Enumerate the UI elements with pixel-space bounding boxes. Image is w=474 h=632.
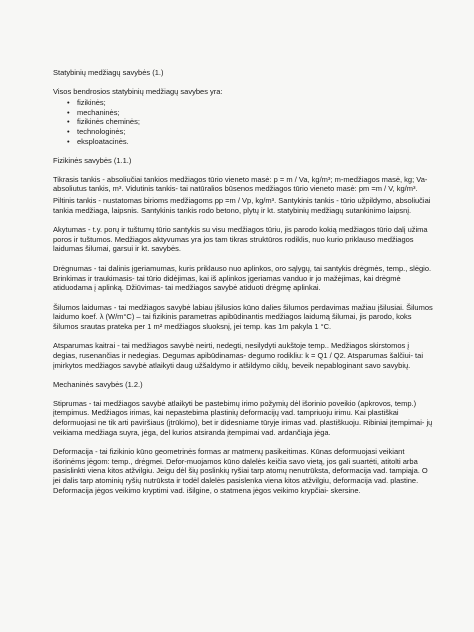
paragraph-moisture: Drėgnumas - tai dalinis įgeriamumas, kuris priklauso nuo aplinkos, oro sąlygų, tai santykis drėgmės, temp., slėgio. Brinkimas ir traukimasis- tai tūrio didėjimas, kai iš aplinkos įgeriamas vanduo ir jo mažėjimas, kai drėgmė atiduodama į aplinką. Džiūvimas- tai medžiagos savybė atiduoti drėgmę aplinkai. bbox=[53, 263, 432, 293]
paragraph-deformation: Deformacija - tai fizikinio kūno geometrinės formas ar matmenų pasikeitimas. Kūnas deformuojasi veikiant išorinėms jėgom: temp., drėgmei. Defor-muojamos kūno dalelės keičia savo vietą, jos gali suartėti, atitolti arba pasislinkti viena kitos atžvilgiu. Jeigu dėl šių poslinkių ryšiai tarp atomų nenutrūksta, deformacija vad. tampiąja. O jei dalis tarp atominių ryšių nutrūksta ir todėl dalelės pasislenka viena kitos atžvilgiu, deformacija vad. plastine. Deformacija jėgos veikimo kryptimi vad. išilgine, o statmena jėgos veikimo krypčiai- skersine. bbox=[53, 447, 428, 495]
list-item: • mechaninės; bbox=[69, 108, 434, 118]
intro-text: Visos bendrosios statybinių medžiagų savybes yra: bbox=[53, 86, 223, 96]
list-item: • fizikinės; bbox=[69, 98, 434, 108]
paragraph-thermal: Šilumos laidumas - tai medžiagos savybė labiau įšilusios kūno dalies šilumos perdavimas mažiau įšilusiai. Šilumos laidumo koef. λ (W/m°C) – tai fizikinis parametras apibūdinantis medžiagos laidumą šilumai, jis parodo, koks šilumos srautas prateka per 1 m² medžiagos sluoksnį, jei temp. kas 1m pakyla 1 °C. bbox=[53, 302, 433, 331]
paragraph-bulk-density: Piltinis tankis - nustatomas birioms medžiagoms pp =m / Vp, kg/m³. Santykinis tankis - tūrio užpildymo, absoliučiai tankia medžiaga, laipsnis. Santykinis tankis rodo betono, plytų ir kt. statybinių medžiagų sutankinimo laipsnį. bbox=[53, 195, 431, 215]
section-heading-1: Statybinių medžiagų savybės (1.) bbox=[53, 68, 164, 77]
paragraph-fire-resistance: Atsparumas kaitrai - tai medžiagos savybė neirti, nedegti, nesilydyti aukštoje temp.. Medžiagos skirstomos į degias, rusenančias ir nedegias. Degumas apibūdinamas- degumo rodikliu: k = Q1 / Q2. Atsparumas šalčiui- tai įmirkytos medžiagos savybė atlaikyti daug užšaldymo ir atšildymo ciklų, beveik nepabloginant savo savybių. bbox=[53, 341, 423, 370]
properties-list bbox=[53, 98, 434, 146]
paragraph-strength: Stiprumas - tai medžiagos savybė atlaikyti be pastebimų irimo požymių dėl išorinio poveikio (apkrovos, temp.) įtempimus. Medžiagos irimas, kai nepastebima plastinių deformacijų vad. tampriuoju irimu. Kai plastiškai deformuojasi ne tik arti paviršiaus (įtrūkimo), bet ir didesniame tūryje irimas vad. plastiškuoju. Ribiniai įtempimai- jų veikiama medžiaga suyra, jėga, del kurios atsiranda įtempimai vad. ardančiąja jėga. bbox=[53, 398, 433, 437]
list-item: • technologinės; bbox=[69, 127, 434, 137]
section-heading-1-2: Mechaninės savybės (1.2.) bbox=[53, 380, 143, 390]
paragraph-porosity: Akytumas - t.y. porų ir tuštumų tūrio santykis su visu medžiagos tūriu, jis parodo kokią medžiagos tūrio dalį užima poros ir tuštumos. Medžiagos aktyvumas yra jos tam tikras struktūros rodiklis, nuo kurio priklauso medžiagos laidumas šilumai, garsui ir kt. savybės. bbox=[53, 225, 428, 254]
section-heading-1-1: Fizikinės savybės (1.1.) bbox=[53, 156, 132, 166]
paragraph-density: Tikrasis tankis - absoliučiai tankios medžiagos tūrio vieneto masė: p = m / Va, kg/m³; m-medžiagos masė, kg; Va- absoliutus tankis, m³. Vidutinis tankis- tai natūralios būsenos medžiagos tūrio vieneto masė: pm =m / V, kg/m³. bbox=[53, 174, 428, 194]
list-item: • fizikinės cheminės; bbox=[69, 117, 434, 127]
list-item: • eksploatacinės. bbox=[69, 137, 434, 147]
